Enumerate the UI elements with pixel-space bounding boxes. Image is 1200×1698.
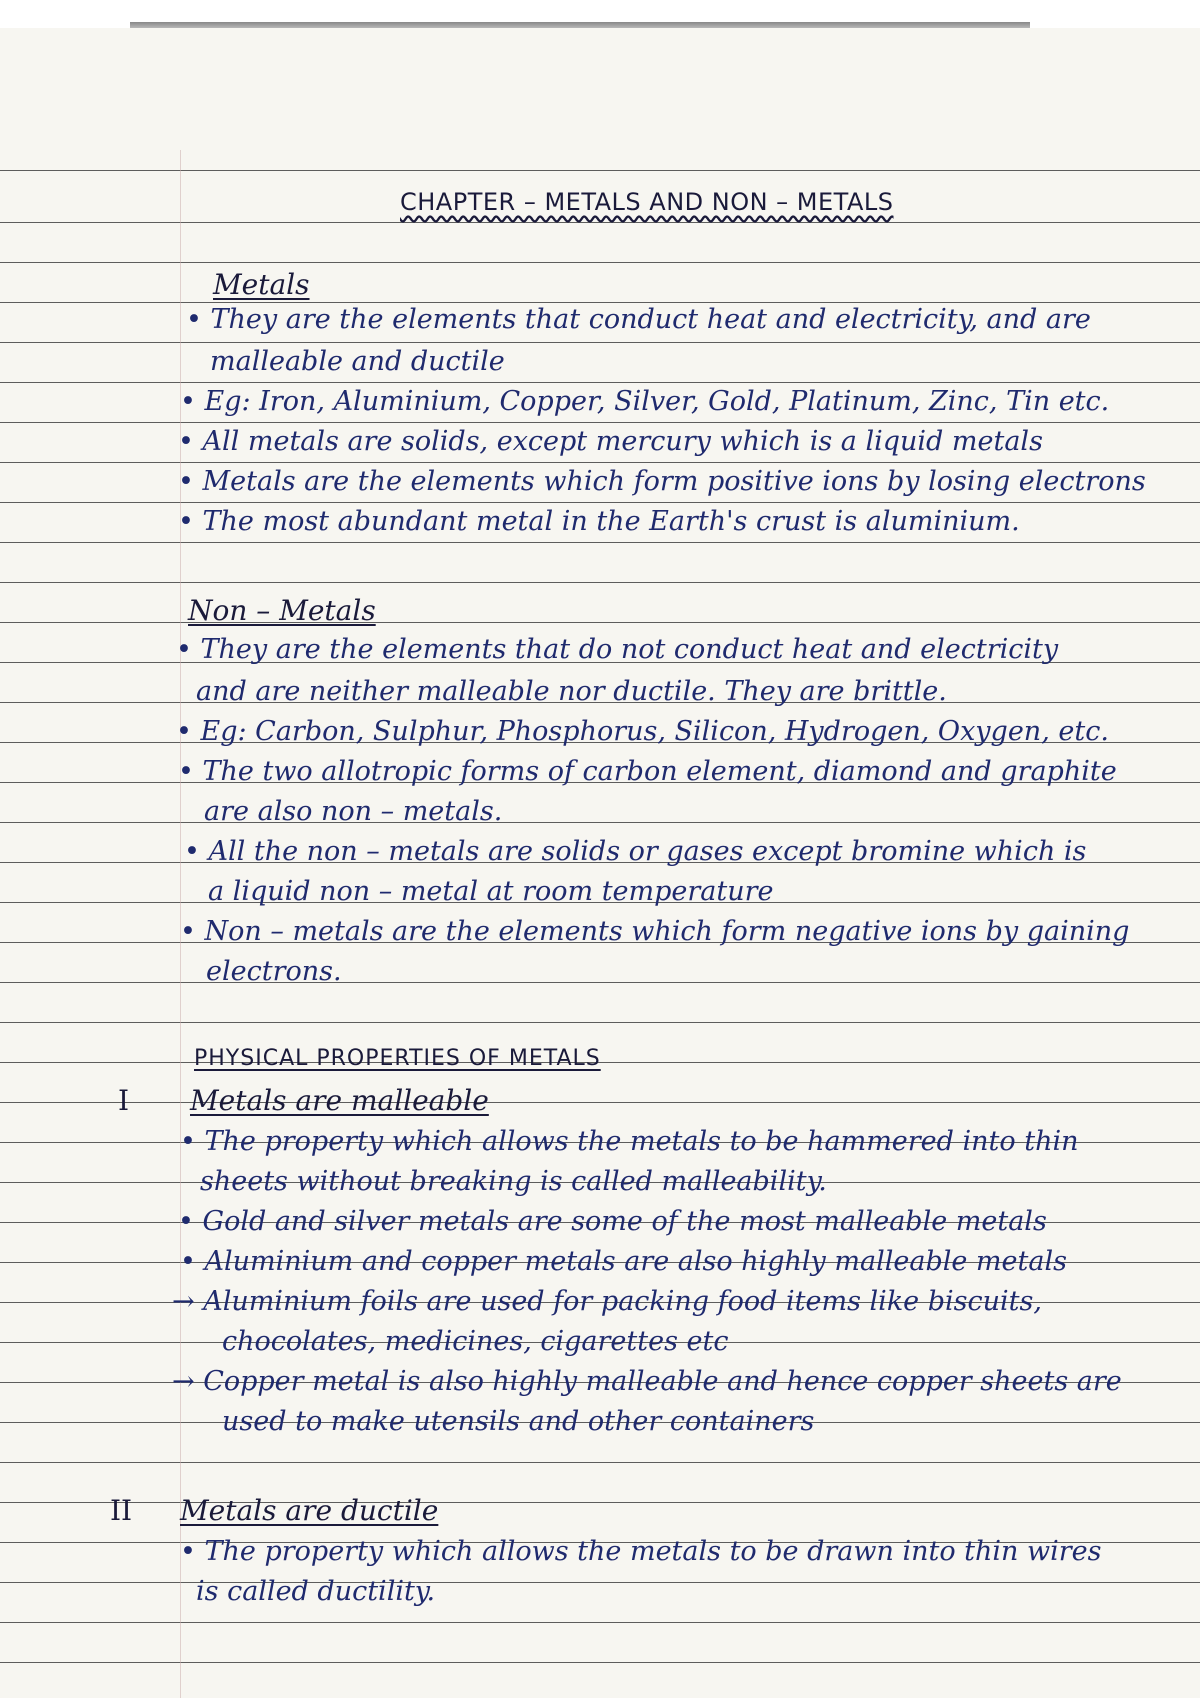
section-numeral-2: II [110,1494,133,1527]
malleable-line: • Aluminium and copper metals are also highly malleable metals [180,1246,1067,1277]
malleable-line: → Aluminium foils are used for packing food items like biscuits, [172,1286,1042,1317]
non-metals-line: • All the non – metals are solids or gases except bromine which is [184,836,1087,867]
ductile-line: • The property which allows the metals to be drawn into thin wires [180,1536,1102,1567]
ductile-heading: Metals are ductile [180,1494,439,1527]
metals-line: malleable and ductile [210,346,505,377]
malleable-line: sheets without breaking is called malleability. [200,1166,827,1197]
non-metals-line: • Eg: Carbon, Sulphur, Phosphorus, Silicon, Hydrogen, Oxygen, etc. [176,716,1109,747]
non-metals-line: and are neither malleable nor ductile. They are brittle. [196,676,947,707]
malleable-line: → Copper metal is also highly malleable and hence copper sheets are [172,1366,1122,1397]
malleable-line: • The property which allows the metals to be hammered into thin [180,1126,1079,1157]
metals-line: • Metals are the elements which form positive ions by losing electrons [178,466,1146,497]
malleable-line: chocolates, medicines, cigarettes etc [222,1326,729,1357]
malleable-heading: Metals are malleable [190,1084,489,1117]
section-numeral-1: I [118,1084,130,1117]
non-metals-line: a liquid non – metal at room temperature [208,876,774,907]
non-metals-line: • Non – metals are the elements which form negative ions by gaining [180,916,1130,947]
malleable-line: • Gold and silver metals are some of the most malleable metals [178,1206,1047,1237]
non-metals-line: • The two allotropic forms of carbon element, diamond and graphite [178,756,1117,787]
chapter-title: CHAPTER – METALS AND NON – METALS [400,188,894,216]
ductile-line: is called ductility. [196,1576,436,1607]
physical-properties-heading: PHYSICAL PROPERTIES OF METALS [194,1046,601,1071]
metals-line: • All metals are solids, except mercury which is a liquid metals [178,426,1043,457]
non-metals-line: are also non – metals. [204,796,503,827]
metals-line: • Eg: Iron, Aluminium, Copper, Silver, Gold, Platinum, Zinc, Tin etc. [180,386,1110,417]
metals-line: • The most abundant metal in the Earth's crust is aluminium. [178,506,1020,537]
metals-line: • They are the elements that conduct heat and electricity, and are [186,304,1091,335]
malleable-line: used to make utensils and other containers [222,1406,815,1437]
non-metals-heading: Non – Metals [188,594,376,627]
non-metals-line: electrons. [206,956,342,987]
non-metals-line: • They are the elements that do not conduct heat and electricity [176,634,1059,665]
metals-heading: Metals [213,268,310,301]
